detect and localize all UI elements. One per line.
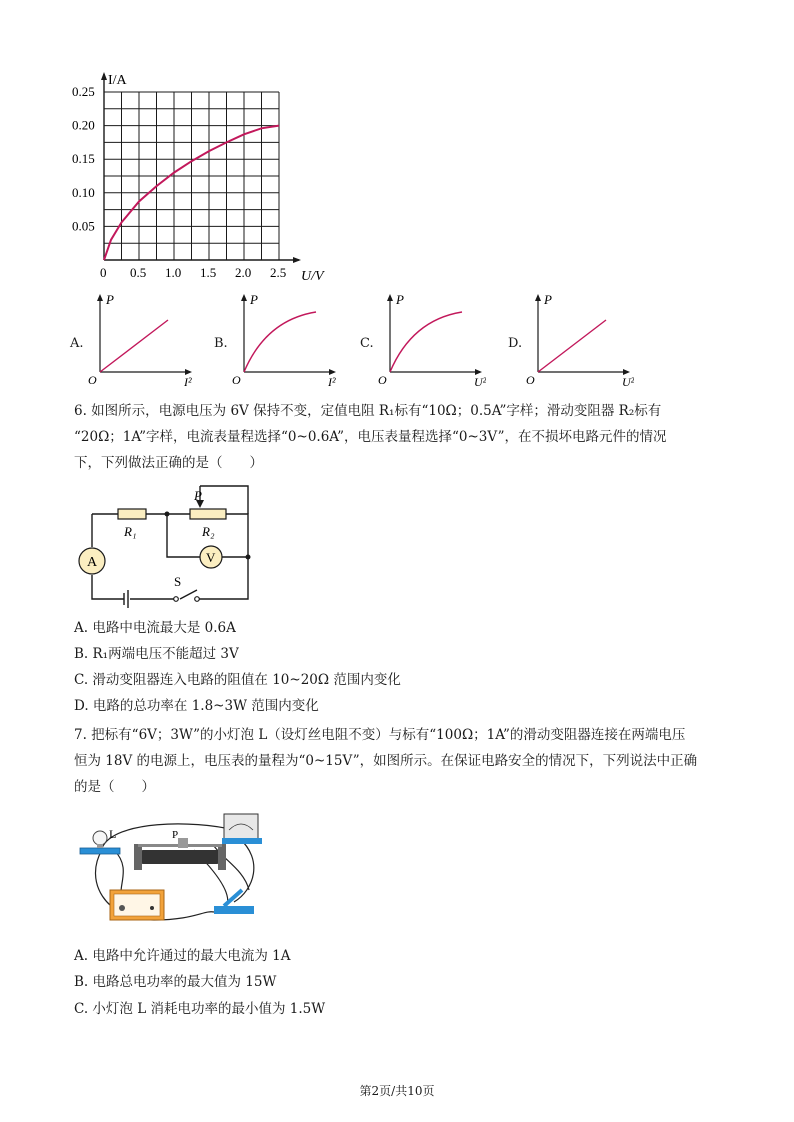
- origin-label: O: [378, 373, 387, 387]
- q6-stem-line2: “20Ω；1A”字样，电流表量程选择“0~0.6A”，电压表量程选择“0~3V”，在不损坏电路元件的情况: [74, 429, 667, 445]
- lamp-label: L: [109, 827, 117, 841]
- slider-knob: [178, 838, 188, 848]
- bulb-icon: [93, 831, 107, 845]
- slider-p-label: P: [172, 829, 179, 841]
- y-tick-label: 0.05: [72, 218, 95, 234]
- y-axis-arrow: [101, 72, 107, 80]
- x-axis-label: U²: [474, 375, 486, 389]
- q7-option-a: A. 电路中允许通过的最大电流为 1A: [74, 948, 291, 964]
- q5-option-letter: C.: [360, 336, 374, 351]
- q6-option-c: C. 滑动变阻器连入电路的阻值在 10~20Ω 范围内变化: [74, 672, 401, 688]
- x-tick-label: 1.5: [200, 265, 217, 280]
- y-axis-arrow: [97, 294, 103, 301]
- q7-apparatus-figure: [74, 800, 274, 930]
- q6-stem-line1: 6. 如图所示，电源电压为 6V 保持不变，定值电阻 R₁标有“10Ω；0.5A”字样；滑动变阻器 R₂标有: [74, 403, 662, 419]
- x-tick-label: 0.5: [130, 265, 147, 280]
- x-axis-label: I²: [184, 375, 192, 389]
- lamp-base: [80, 848, 120, 854]
- q5-option-graph: [230, 290, 340, 390]
- q5-option-letter: B.: [214, 336, 228, 351]
- x-axis-label: U²: [622, 375, 634, 389]
- q7-option-c: C. 小灯泡 L 消耗电功率的最小值为 1.5W: [74, 1001, 326, 1017]
- r1-resistor: [118, 509, 146, 519]
- q7-stem-line2: 恒为 18V 的电源上，电压表的量程为“0~15V”，如图所示。在保证电路安全的情况下，下列说法中正确: [74, 753, 698, 769]
- q6-option-a: A. 电路中电流最大是 0.6A: [74, 620, 236, 636]
- q7-stem-line1: 7. 把标有“6V；3W”的小灯泡 L（设灯丝电阻不变）与标有“100Ω；1A”的滑动变阻器连接在两端电压: [74, 727, 686, 743]
- x-tick-label: 2.0: [235, 265, 252, 280]
- x-tick-label: 2.5: [270, 265, 287, 280]
- r1-label: R₁: [124, 524, 137, 539]
- q5-option-graph: [524, 290, 634, 390]
- q7-stem-line3: 的是（ ）: [74, 779, 155, 795]
- switch-base: [214, 906, 254, 914]
- y-tick-label: 0.20: [72, 117, 95, 133]
- q7-option-b: B. 电路总电功率的最大值为 15W: [74, 974, 277, 990]
- q6-circuit-diagram: [70, 478, 270, 608]
- x-axis-label: I²: [328, 375, 336, 389]
- current-voltage-chart: [60, 60, 350, 290]
- y-tick-label: 0.10: [72, 184, 95, 200]
- y-axis-arrow: [241, 294, 247, 301]
- q6-stem-line3: 下，下列做法正确的是（ ）: [74, 455, 263, 471]
- q5-option-graph: [86, 290, 196, 390]
- y-axis-label: P: [396, 292, 404, 307]
- slider-label: P: [194, 488, 202, 503]
- y-tick-label: 0.25: [72, 84, 95, 99]
- y-axis-label: P: [544, 292, 552, 307]
- power-curve: [390, 312, 462, 372]
- y-tick-label: 0.15: [72, 151, 95, 167]
- page-footer: 第2页/共10页: [359, 1084, 435, 1098]
- r2-label: R₂: [202, 524, 215, 539]
- voltmeter-device: [224, 814, 258, 840]
- origin-label: O: [232, 373, 241, 387]
- q5-option-graph: [376, 290, 486, 390]
- x-axis-arrow: [293, 257, 301, 263]
- x-tick-label: 1.0: [165, 265, 182, 280]
- power-curve: [100, 320, 168, 372]
- y-axis-label: I/A: [108, 73, 127, 88]
- y-axis-label: P: [250, 292, 258, 307]
- q6-option-b: B. R₁两端电压不能超过 3V: [74, 646, 239, 662]
- power-curve: [244, 312, 316, 372]
- origin-label: O: [88, 373, 97, 387]
- switch-label: S: [174, 574, 182, 589]
- q5-option-letter: D.: [508, 336, 523, 351]
- q6-option-d: D. 电路的总功率在 1.8~3W 范围内变化: [74, 698, 319, 714]
- ammeter-label: A: [87, 555, 98, 570]
- chart-grid: [104, 92, 279, 260]
- power-curve: [538, 320, 606, 372]
- r2-rheostat: [190, 509, 226, 519]
- y-axis-arrow: [535, 294, 541, 301]
- y-axis-label: P: [106, 292, 114, 307]
- origin-label: O: [526, 373, 535, 387]
- chart-axes: [101, 72, 301, 263]
- voltmeter-label: V: [206, 550, 216, 565]
- rheostat-body: [140, 850, 220, 864]
- y-axis-arrow: [387, 294, 393, 301]
- q5-option-letter: A.: [70, 336, 84, 351]
- x-tick-label: 0: [100, 265, 107, 280]
- x-axis-label: U/V: [301, 269, 324, 284]
